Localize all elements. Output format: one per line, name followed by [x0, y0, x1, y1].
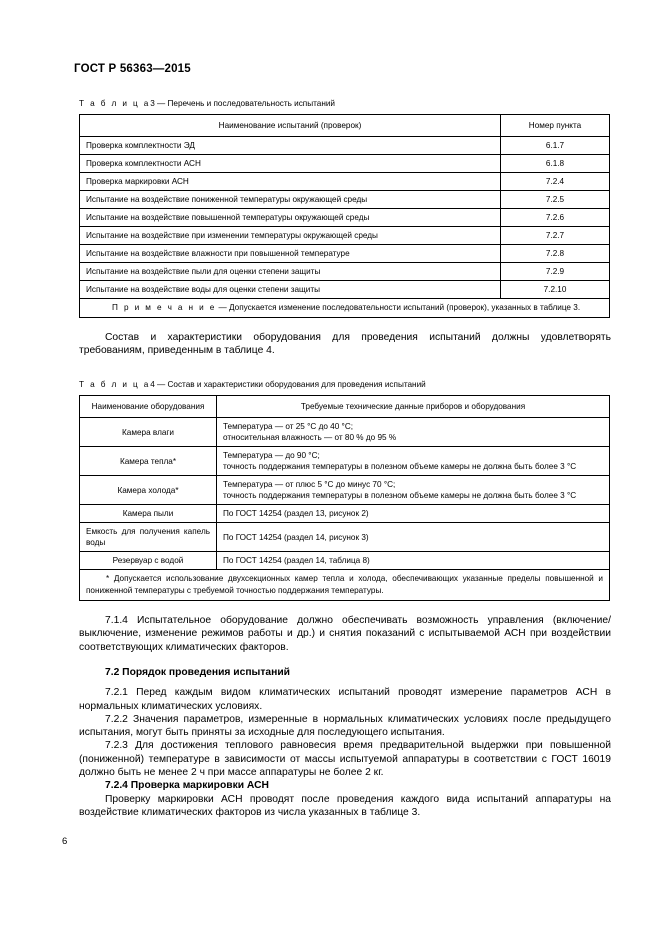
table4-cell-equipment: Камера пыли: [80, 505, 217, 523]
table3-cell-name: Проверка комплектности ЭД: [80, 137, 501, 155]
intro-paragraph: Состав и характеристики оборудования для проведения испытаний должны удовлетворять требованиям, приведенным в таблице 4.: [79, 331, 611, 356]
table3-cell-clause: 7.2.4: [501, 173, 610, 191]
table3-note-row: [80, 299, 610, 318]
table3-cell-clause: 6.1.7: [501, 137, 610, 155]
heading-7-2-4: 7.2.4 Проверка маркировки АСН: [105, 780, 269, 792]
table3-header-row: [80, 115, 610, 137]
table4-footnote-text: Допускается использование двухсекционных камер тепла и холода, обеспечивающих указанные пределы повышенной и пониженной температуры с требуемой точностью поддержания температуры.: [86, 574, 603, 596]
table-4: [79, 395, 610, 601]
table4-spec-line: Температура — до 90 °С;: [223, 451, 320, 461]
table4-footnote-marker: *: [106, 574, 110, 584]
table3-cell-name: Испытание на воздействие пониженной температуры окружающей среды: [80, 191, 501, 209]
table3-caption-label: Т а б л и ц а: [79, 99, 151, 108]
table-row: [80, 137, 610, 155]
table3-cell-clause: 6.1.8: [501, 155, 610, 173]
table-row: [80, 209, 610, 227]
table-3: [79, 114, 610, 318]
clause-7-1-4: 7.1.4 Испытательное оборудование должно обеспечивать возможность управления (включение/выключение, изменение режимов работы и др.) и снятия показаний с испытываемой АСН при воздействии соответствующих климатических факторов.: [79, 615, 611, 653]
clause-7-2-2: 7.2.2 Значения параметров, измеренные в нормальных климатических условиях после предыдущего испытания, могут быть приняты за исходные для последующего испытания.: [79, 713, 611, 739]
table4-caption: [79, 379, 609, 390]
table4-cell-equipment: Камера холода*: [80, 476, 217, 505]
table4-caption-title: Состав и характеристики оборудования для проведения испытаний: [167, 380, 426, 390]
table4-cell-spec: По ГОСТ 14254 (раздел 14, рисунок 3): [217, 523, 610, 552]
table4-spec-line: точность поддержания температуры в полезном объеме камеры не должна быть более 3 °С: [223, 462, 577, 472]
table3-caption-dash: —: [157, 99, 166, 108]
table3-caption-number: 3: [150, 99, 155, 108]
table4-spec-line: Температура — от 25 °С до 40 °С;: [223, 422, 354, 432]
table-row: [80, 505, 610, 523]
table3-col-header-name: Наименование испытаний (проверок): [80, 115, 501, 137]
table-row: [80, 263, 610, 281]
table-row: [80, 476, 610, 505]
table3-caption: [79, 98, 609, 109]
table3-body: [80, 137, 610, 318]
table-row: [80, 523, 610, 552]
running-head: ГОСТ Р 56363—2015: [74, 63, 191, 75]
table3-cell-clause: 7.2.6: [501, 209, 610, 227]
table3-cell-name: Испытание на воздействие при изменении температуры окружающей среды: [80, 227, 501, 245]
table4-cell-equipment: Камера тепла*: [80, 447, 217, 476]
table3-cell-name: Испытание на воздействие влажности при повышенной температуре: [80, 245, 501, 263]
table4-cell-spec: По ГОСТ 14254 (раздел 13, рисунок 2): [217, 505, 610, 523]
table-row: [80, 191, 610, 209]
table4-spec-line: точность поддержания температуры в полезном объеме камеры не должна быть более 3 °С: [223, 491, 577, 501]
table4-body: [80, 418, 610, 601]
table4-cell-spec: [217, 418, 610, 447]
table4-spec-line: Температура — от плюс 5 °С до минус 70 °С;: [223, 480, 396, 490]
table4-caption-dash: —: [157, 380, 166, 390]
table4-caption-number: 4: [150, 380, 155, 390]
table4-caption-label: Т а б л и ц а: [79, 380, 151, 390]
table3-cell-clause: 7.2.8: [501, 245, 610, 263]
table4-cell-spec: [217, 476, 610, 505]
table3-note-label: П р и м е ч а н и е: [112, 303, 217, 312]
table3-cell-name: Испытание на воздействие пыли для оценки степени защиты: [80, 263, 501, 281]
table4-cell-equipment: Емкость для получения капель воды: [80, 523, 217, 552]
page-number: 6: [62, 836, 68, 847]
clause-7-2-4-text: Проверку маркировки АСН проводят после проведения каждого вида испытаний аппаратуры на воздействие климатических факторов из числа указанных в таблице 3.: [79, 793, 611, 818]
table-row: [80, 245, 610, 263]
table4-col-header-equipment: Наименование оборудования: [80, 396, 217, 418]
table3-cell-name: Испытание на воздействие воды для оценки степени защиты: [80, 281, 501, 299]
heading-7-2: 7.2 Порядок проведения испытаний: [105, 666, 290, 678]
table-row: [80, 281, 610, 299]
table4-cell-equipment: Резервуар с водой: [80, 552, 217, 570]
clause-7-2-1: 7.2.1 Перед каждым видом климатических испытаний проводят измерение параметров АСН в нормальных климатических условиях.: [79, 687, 611, 712]
table-row: [80, 418, 610, 447]
table3-cell-clause: 7.2.9: [501, 263, 610, 281]
table3-cell-clause: 7.2.5: [501, 191, 610, 209]
table-row: [80, 173, 610, 191]
table4-header-row: [80, 396, 610, 418]
table3-caption-title: Перечень и последовательность испытаний: [167, 99, 336, 108]
table4-spec-line: относительная влажность — от 80 % до 95 %: [223, 433, 397, 443]
table4-cell-spec: По ГОСТ 14254 (раздел 14, таблица 8): [217, 552, 610, 570]
table3-cell-name: Проверка маркировки АСН: [80, 173, 501, 191]
table3-note-text: Допускается изменение последовательности испытаний (проверок), указанных в таблице 3.: [229, 303, 581, 312]
table3-cell-name: Испытание на воздействие повышенной температуры окружающей среды: [80, 209, 501, 227]
table3-cell-clause: 7.2.7: [501, 227, 610, 245]
table-row: [80, 227, 610, 245]
table3-cell-name: Проверка комплектности АСН: [80, 155, 501, 173]
table3-cell-clause: 7.2.10: [501, 281, 610, 299]
table3-note-cell: [80, 299, 610, 318]
table3-col-header-clause: Номер пункта: [501, 115, 610, 137]
table3-note-dash: —: [218, 303, 227, 312]
clause-7-2-3: 7.2.3 Для достижения теплового равновесия время предварительной выдержки при повышенной (пониженной) температуре в зависимости от массы испытуемой аппаратуры в соответствии с ГОСТ 16019 должно быть не менее 2 ч при массе аппаратуры не более 2 кг.: [79, 740, 611, 779]
table4-footnote-row: [80, 570, 610, 601]
table-row: [80, 447, 610, 476]
table-row: [80, 155, 610, 173]
table4-cell-spec: [217, 447, 610, 476]
table4-col-header-spec: Требуемые технические данные приборов и оборудования: [217, 396, 610, 418]
table4-cell-equipment: Камера влаги: [80, 418, 217, 447]
table4-footnote-cell: [80, 570, 610, 601]
table-row: [80, 552, 610, 570]
